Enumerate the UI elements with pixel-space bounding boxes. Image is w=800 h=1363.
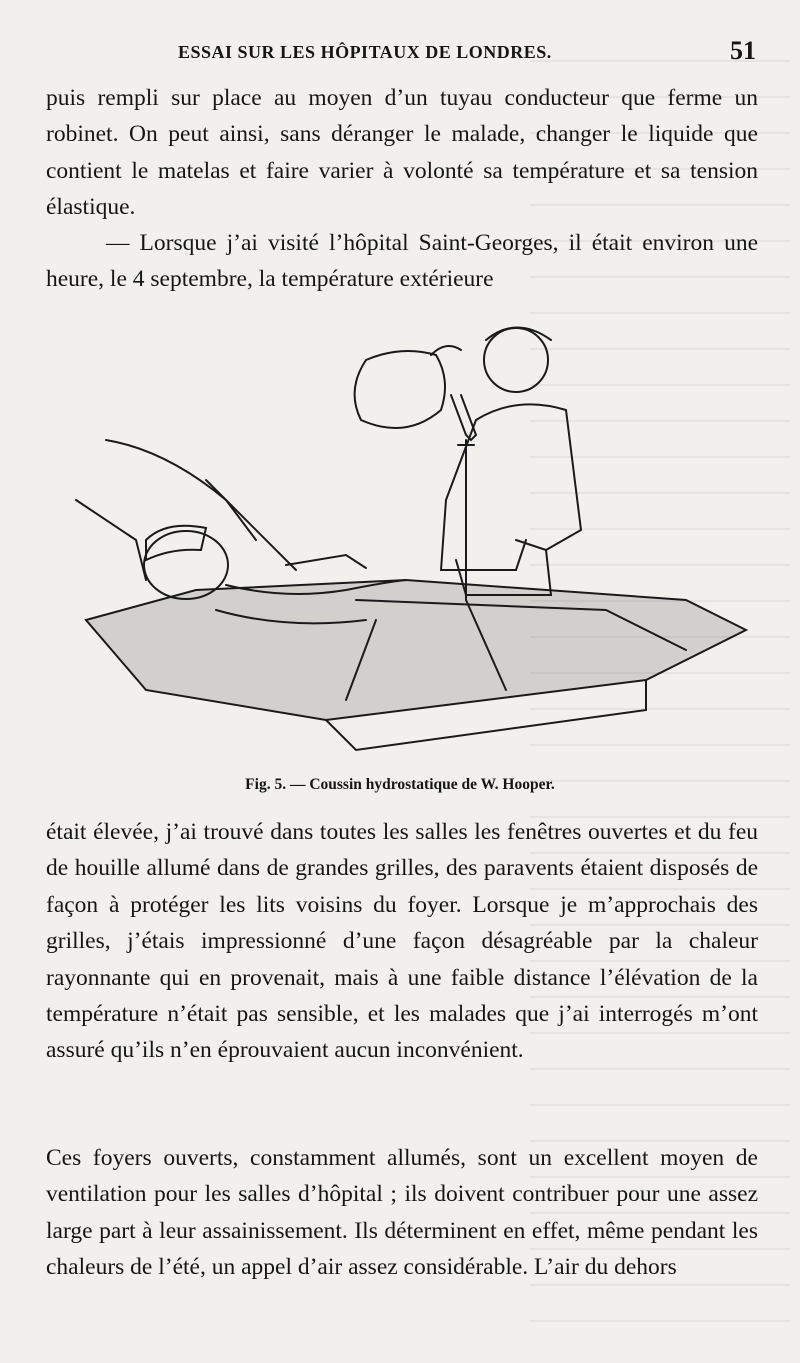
paragraph-4: Ces foyers ouverts, constamment allumés, sont un excellent moyen de ventilation pour les salles d’hôpital ; ils doivent contribuer pour une assez large part à leur assainissement. Ils déterminent en effet, même pendant les chaleurs de l’été, un appel d’air assez considérable. L’air du dehors: [46, 1145, 758, 1281]
running-title: ESSAI SUR LES HÔPITAUX DE LONDRES.: [178, 42, 552, 62]
figure-illustration: [46, 300, 758, 770]
figure-caption: Fig. 5. — Coussin hydrostatique de W. Hooper.: [245, 776, 555, 793]
hydrostatic-cushion-engraving: [46, 300, 758, 770]
page-header: [178, 36, 756, 72]
page-number: 51: [730, 36, 756, 65]
paragraph-1: puis rempli sur place au moyen d’un tuyau conducteur que ferme un robinet. On peut ainsi, sans déranger le malade, changer le liquide que contient le matelas et faire varier à volonté sa température et sa tension élastique.: [46, 85, 758, 221]
paragraph-3: était élevée, j’ai trouvé dans toutes les salles les fenêtres ouvertes et du feu de houille allumé dans de grandes grilles, des paravents étaient disposés de façon à protéger les lits voisins du foyer. Lorsque je m’approchais des grilles, j’étais impressionné d’une façon désagréable par la chaleur rayonnante qui en provenait, mais à une faible distance l’élévation de la température n’était pas sensible, et les malades que j’ai interrogés m’ont assuré qu’ils n’en éprouvaient aucun inconvénient.: [46, 819, 758, 1064]
paragraph-2: — Lorsque j’ai visité l’hôpital Saint-Georges, il était environ une heure, le 4 septembre, la température extérieure: [46, 230, 758, 293]
